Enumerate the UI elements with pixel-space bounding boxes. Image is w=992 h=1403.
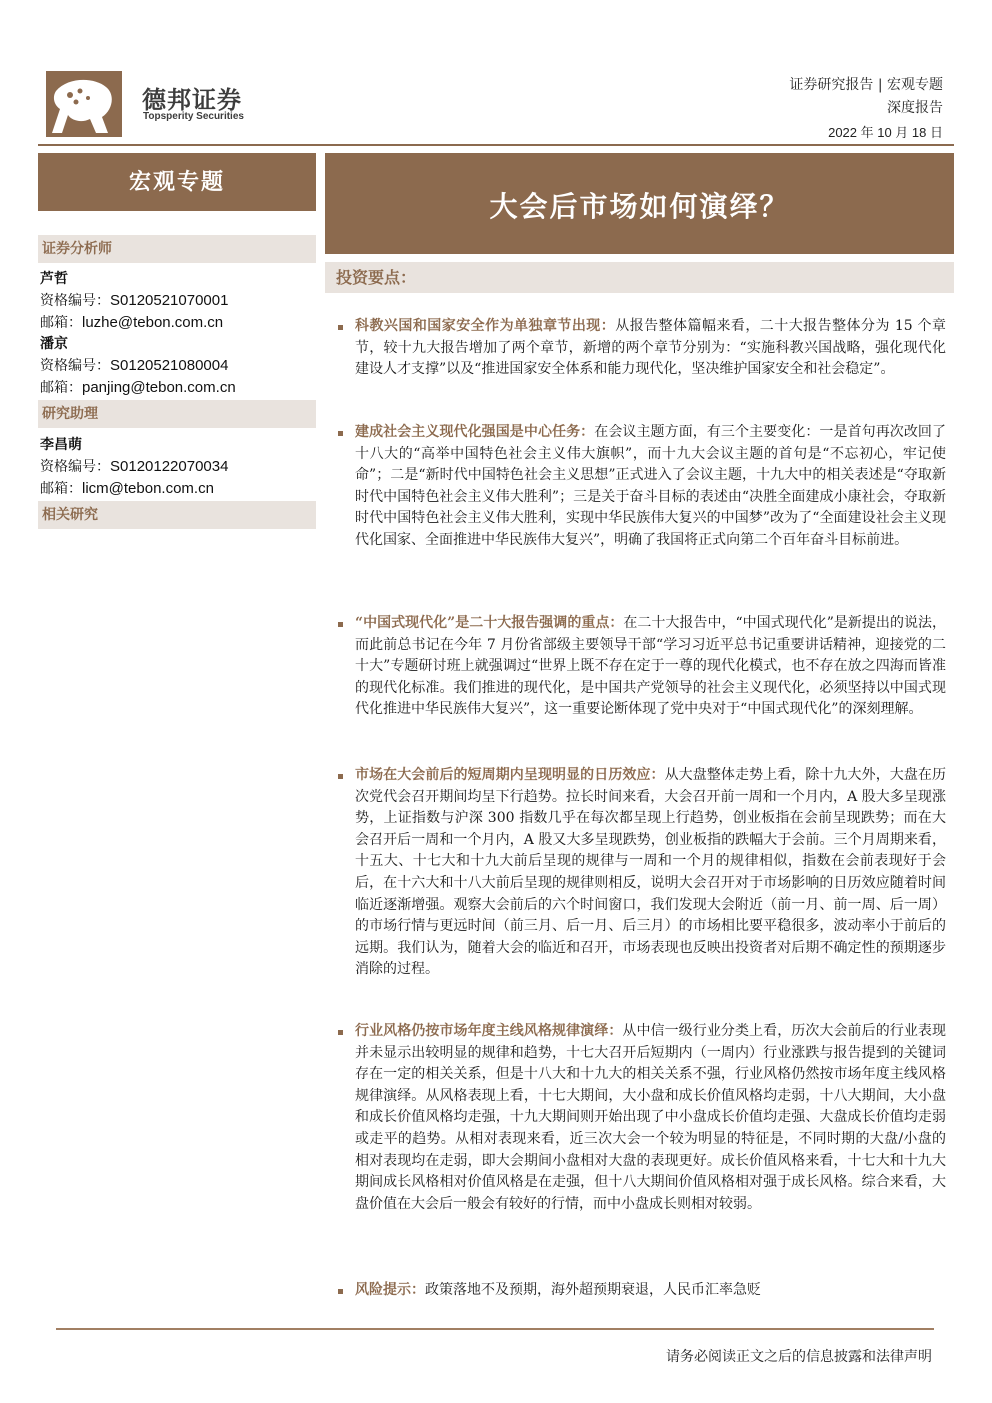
- bullet-icon: [338, 1289, 343, 1294]
- key-point-text: [355, 613, 946, 721]
- cert-label: 资格编号：: [40, 459, 110, 475]
- section-banner: 宏观专题: [38, 153, 316, 211]
- related-research-heading[interactable]: 相关研究: [38, 501, 316, 529]
- key-point-heading: “中国式现代化”是二十大报告强调的重点：: [355, 615, 624, 631]
- footer-divider: [56, 1328, 934, 1330]
- analyst-cert: [40, 290, 228, 310]
- analyst-email: [40, 312, 223, 332]
- email-label: 邮箱：: [40, 481, 82, 497]
- analyst-email: [40, 377, 236, 397]
- key-point-body: 从报告整体篇幅来看，二十大报告整体分为 15 个章节，较十九大报告增加了两个章节，新增的两个章节分别为：“实施科教兴国战略，强化现代化建设人才支撑”以及“推进国家安全体系和能力现代化，坚决维护国家安全和社会稳定”。: [355, 318, 947, 378]
- key-point-heading: 建成社会主义现代化强国是中心任务：: [355, 424, 595, 440]
- analyst-cert: [40, 355, 228, 375]
- analyst-heading: 证券分析师: [38, 235, 316, 263]
- footer-disclaimer: 请务必阅读正文之后的信息披露和法律声明: [666, 1349, 932, 1365]
- report-subtype: 深度报告: [887, 100, 943, 116]
- key-point-body: 在二十大报告中，“中国式现代化”是新提出的说法，而此前总书记在今年 7 月份省部级主要领导干部“学习习近平总书记重要讲话精神，迎接党的二十大”专题研讨班上就强调过“世界上既不存在定于一尊的现代化模式，也不存在放之四海而皆准的现代化标准。我们推进的现代化，是中国共产党领导的社会主义现代化，必须坚持以中国式现代化推进中华民族伟大复兴”，这一重要论断体现了党中央对于“中国式现代化”的深刻理解。: [355, 615, 946, 718]
- assistant-heading: 研究助理: [38, 400, 316, 428]
- key-point-item: [338, 422, 946, 552]
- key-point-item: [338, 1021, 946, 1215]
- bullet-icon: [338, 325, 343, 330]
- cert-label: 资格编号：: [40, 358, 110, 374]
- key-point-heading: 市场在大会前后的短周期内呈现明显的日历效应：: [355, 767, 665, 783]
- bullet-icon: [338, 622, 343, 627]
- key-point-body: 从大盘整体走势上看，除十九大外，大盘在历次党代会召开期间均呈下行趋势。拉长时间来看，大会召开前一周和一个月内，A 股大多呈现涨势，上证指数与沪深 300 指数几乎在每次都呈现上行趋势，创业板指在会前呈现跌势；而在大会召开后一周和一个月内，A 股又大多呈现跌势，创业板指的跌幅大于会前。三个月周期来看，十五大、十七大和十九大前后呈现的规律与一周和一个月的规律相似，指数在会前表现好于会后，在十六大和十八大前后呈现的规律则相反，说明大会召开对于市场影响的日历效应随着时间临近逐渐增强。观察大会前后的六个时间窗口，我们发现大会附近（前一月、前一周、后一周）的市场行情与更远时间（前三月、后一月、后三月）的市场相比要平稳很多，波动率小于前后的远期。我们认为，随着大会的临近和召开，市场表现也反映出投资者对后期不确定性的预期逐步消除的过程。: [355, 767, 946, 978]
- key-point-item: [338, 613, 946, 721]
- bullet-icon: [338, 431, 343, 436]
- logo-text-cn: 德邦证券: [142, 86, 242, 114]
- email-label: 邮箱：: [40, 315, 82, 331]
- email-label: 邮箱：: [40, 380, 82, 396]
- assistant-cert: [40, 456, 228, 476]
- report-type: 证券研究报告 | 宏观专题: [789, 77, 943, 93]
- header-divider: [38, 144, 954, 146]
- email-link[interactable]: licm@tebon.com.cn: [82, 480, 214, 497]
- key-point-item: [338, 316, 946, 381]
- key-point-body: 在会议主题方面，有三个主要变化：一是首句再次改回了十八大的“高举中国特色社会主义伟大旗帜”，而十九大会议主题的首句是“不忘初心，牢记使命”；二是“新时代中国特色社会主义思想”正式进入了会议主题，十九大中的相关表述是“夺取新时代中国特色社会主义伟大胜利”；三是关于奋斗目标的表述由“决胜全面建成小康社会，夺取新时代中国特色社会主义伟大胜利，实现中华民族伟大复兴的中国梦”改为了“全面建设社会主义现代化国家、全面推进中华民族伟大复兴”，明确了我国将正式向第二个百年奋斗目标前进。: [355, 424, 947, 548]
- logo-text-en: Topsperity Securities: [143, 111, 244, 122]
- tebon-logo-icon: [46, 71, 122, 137]
- risk-heading: 风险提示：: [355, 1282, 425, 1298]
- assistant-name: 李昌萌: [40, 437, 82, 453]
- key-point-heading: 科教兴国和国家安全作为单独章节出现：: [355, 318, 616, 334]
- report-title: 大会后市场如何演绎？: [325, 153, 954, 254]
- report-date: 2022 年 10 月 18 日: [828, 125, 943, 140]
- analyst-name: 芦哲: [40, 271, 68, 287]
- risk-body: 政策落地不及预期，海外超预期衰退，人民币汇率急贬: [425, 1282, 761, 1298]
- cert-label: 资格编号：: [40, 293, 110, 309]
- key-point-text: [355, 316, 946, 381]
- key-point-text: [355, 422, 946, 552]
- key-point-item: [338, 1280, 946, 1302]
- key-point-heading: 行业风格仍按市场年度主线风格规律演绎：: [355, 1023, 623, 1039]
- analyst-name: 潘京: [40, 336, 68, 352]
- key-point-body: 从中信一级行业分类上看，历次大会前后的行业表现并未显示出较明显的规律和趋势，十七大召开后短期内（一周内）行业涨跌与报告提到的关键词存在一定的相关关系，但是十八大和十九大的相关关系不强，行业风格仍然按市场年度主线风格规律演绎。从风格表现上看，十七大期间，大小盘和成长价值风格均走弱，十八大期间，大小盘和成长价值风格均走强，十九大期间则开始出现了中小盘成长价值均走强、大盘成长价值均走弱或走平的趋势。从相对表现来看，近三次大会一个较为明显的特征是，不同时期的大盘/小盘的相对表现均在走弱，即大会期间小盘相对大盘的表现更好。成长价值风格来看，十七大和十九大期间成长风格相对价值风格是在走强，但十八大期间价值风格相对强于成长风格。综合来看，大盘价值在大会后一般会有较好的行情，而中小盘成长则相对较弱。: [355, 1023, 946, 1212]
- key-point-text: [355, 765, 946, 981]
- cert-number: S0120122070034: [110, 458, 229, 475]
- key-point-item: [338, 765, 946, 981]
- key-point-text: [355, 1280, 946, 1302]
- cert-number: S0120521080004: [110, 357, 229, 374]
- key-points-heading: 投资要点：: [325, 262, 954, 293]
- bullet-icon: [338, 774, 343, 779]
- bullet-icon: [338, 1030, 343, 1035]
- assistant-email: [40, 478, 214, 498]
- email-link[interactable]: luzhe@tebon.com.cn: [82, 314, 224, 331]
- key-point-text: [355, 1021, 946, 1215]
- cert-number: S0120521070001: [110, 292, 229, 309]
- email-link[interactable]: panjing@tebon.com.cn: [82, 379, 236, 396]
